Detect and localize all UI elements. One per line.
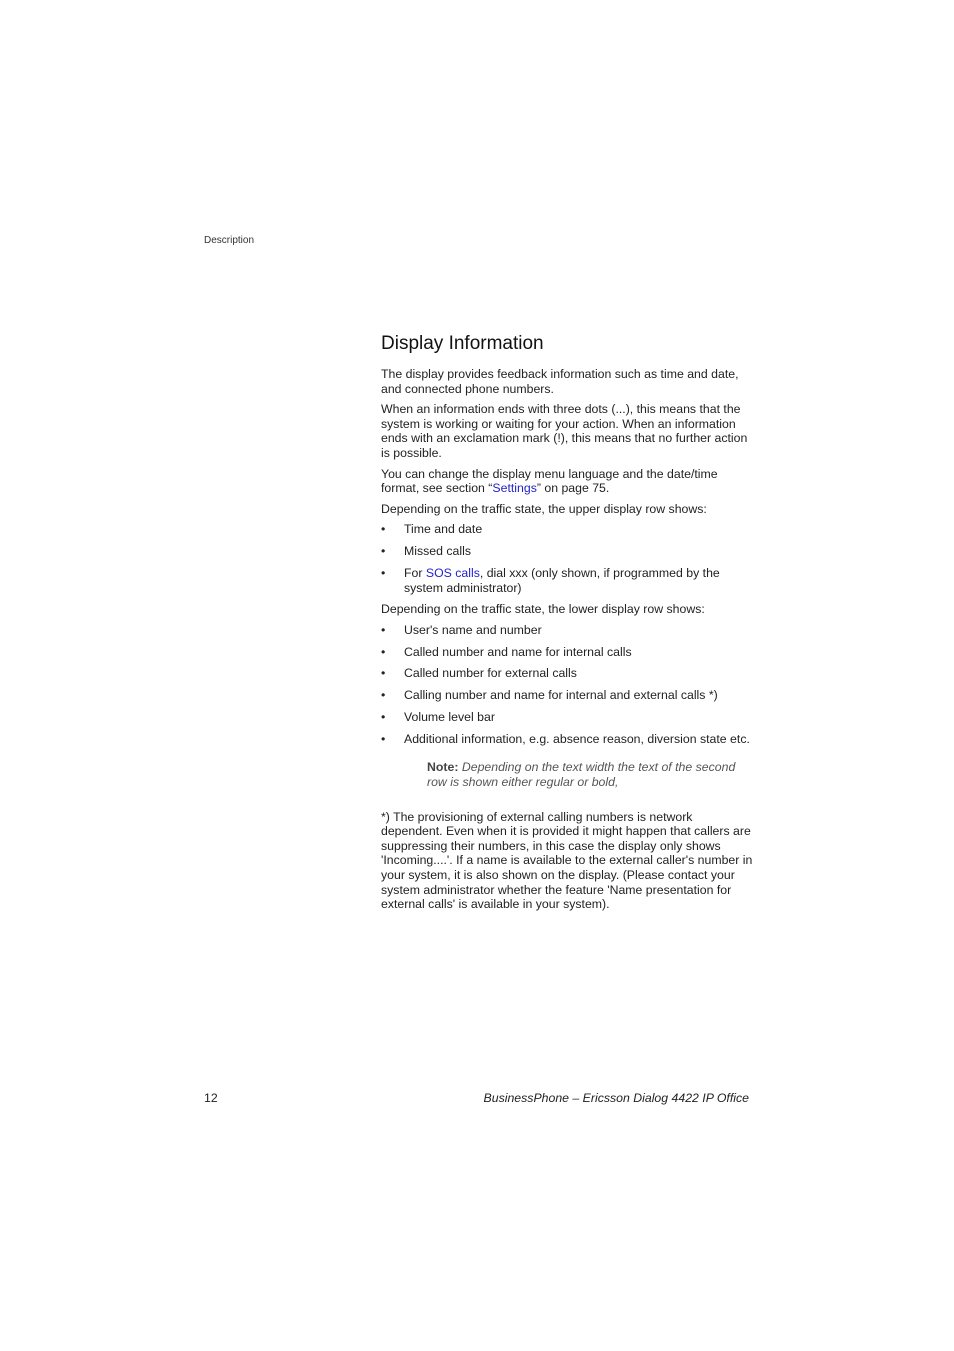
settings-suffix: ” on page 75. bbox=[536, 481, 610, 496]
bullet: • bbox=[381, 710, 386, 724]
list-item-text: Volume level bar bbox=[404, 710, 495, 724]
list-item-text: Called number for external calls bbox=[404, 666, 577, 681]
upper-row-list bbox=[381, 522, 756, 595]
settings-paragraph bbox=[381, 467, 756, 496]
list-item bbox=[381, 566, 756, 595]
list-item bbox=[381, 645, 756, 660]
dots-paragraph: When an information ends with three dots (...), this means that the system is working or waiting for your action. When an information ends with an exclamation mark (!), this means that no further action is possible. bbox=[381, 402, 748, 460]
intro-paragraph: The display provides feedback information such as time and date, and connected phone numbers. bbox=[381, 367, 739, 396]
note-label: Note: bbox=[427, 760, 459, 775]
bullet: • bbox=[381, 522, 386, 537]
lower-row-intro: Depending on the traffic state, the lower display row shows: bbox=[381, 602, 705, 617]
sos-calls-link[interactable]: SOS calls bbox=[425, 565, 480, 580]
list-item bbox=[381, 623, 756, 638]
list-item bbox=[381, 732, 756, 747]
bullet: • bbox=[381, 688, 386, 703]
page-title: Display Information bbox=[381, 333, 544, 354]
bullet: • bbox=[381, 644, 386, 659]
list-item bbox=[381, 544, 756, 559]
list-item bbox=[381, 688, 756, 703]
sos-suffix: , dial xxx (only shown, if programmed by the system administrator) bbox=[404, 565, 720, 595]
list-item-text: Called number and name for internal calls bbox=[404, 644, 632, 659]
sos-prefix: For bbox=[404, 565, 426, 580]
document-title: BusinessPhone – Ericsson Dialog 4422 IP Office bbox=[483, 1091, 749, 1105]
bullet: • bbox=[381, 622, 386, 637]
list-item-text: Time and date bbox=[404, 522, 483, 537]
footnote-paragraph: *) The provisioning of external calling numbers is network dependent. Even when it is provided it might happen that callers are suppressing their numbers, in this case the display only shows 'Incoming....'. If a name is available to the external caller's number in your system, it is also shown on the display. (Please contact your system administrator whether the feature 'Name presentation for external calls' is available in your system). bbox=[381, 809, 753, 912]
main-content bbox=[381, 332, 756, 918]
bullet: • bbox=[381, 565, 386, 580]
list-item-text: User's name and number bbox=[404, 622, 542, 637]
lower-row-list bbox=[381, 623, 756, 747]
page-number: 12 bbox=[204, 1091, 218, 1105]
list-item bbox=[381, 522, 756, 537]
list-item-text: Calling number and name for internal and external calls *) bbox=[404, 688, 718, 703]
running-header: Description bbox=[204, 235, 255, 246]
list-item-text: Missed calls bbox=[404, 544, 471, 559]
upper-row-intro: Depending on the traffic state, the upper display row shows: bbox=[381, 501, 707, 516]
settings-link[interactable]: Settings bbox=[492, 481, 537, 496]
list-item bbox=[381, 666, 756, 681]
list-item bbox=[381, 710, 756, 725]
list-item-text: Additional information, e.g. absence reason, diversion state etc. bbox=[404, 731, 750, 746]
bullet: • bbox=[381, 666, 386, 681]
note-box bbox=[427, 760, 756, 789]
bullet: • bbox=[381, 731, 386, 746]
note-text: Depending on the text width the text of the second row is shown either regular or bold, bbox=[427, 760, 736, 789]
settings-prefix: You can change the display menu language and the date/time format, see section “ bbox=[381, 466, 718, 496]
bullet: • bbox=[381, 544, 386, 559]
